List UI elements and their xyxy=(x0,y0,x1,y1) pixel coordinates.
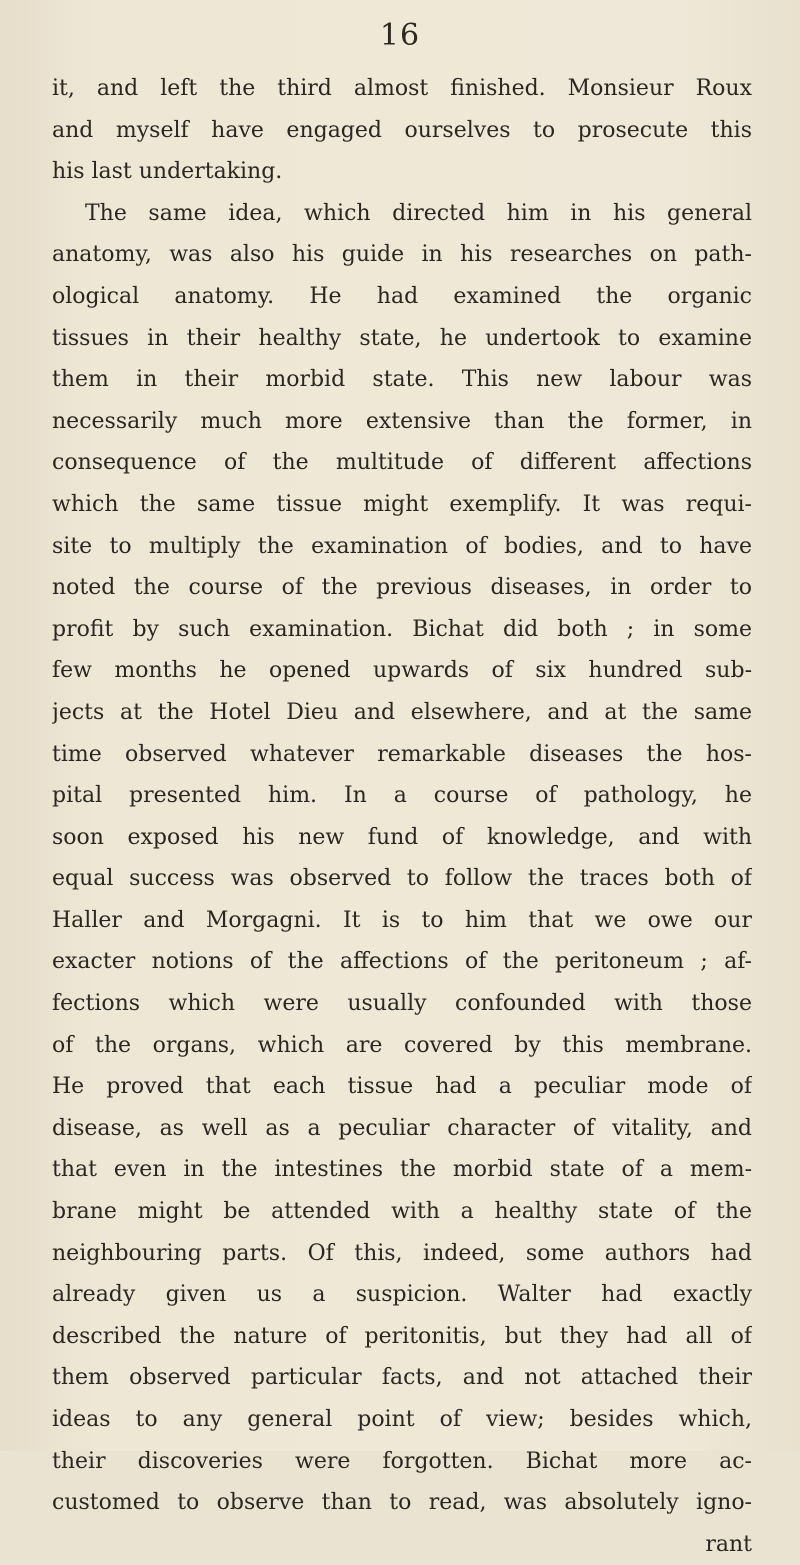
text-line: few months he opened upwards of six hundred sub- xyxy=(52,658,752,684)
text-line: necessarily much more extensive than the former, in xyxy=(52,408,752,434)
text-line: ideas to any general point of view; besides which, xyxy=(52,1407,752,1432)
text-line: tissues in their healthy state, he undertook to examine xyxy=(52,325,752,351)
text-line: ological anatomy. He had examined the organic xyxy=(52,283,752,309)
text-line: profit by such examination. Bichat did both ; in some xyxy=(52,616,752,642)
text-line: time observed whatever remarkable diseases the hos- xyxy=(52,741,752,767)
text-line: He proved that each tissue had a peculiar mode of xyxy=(52,1074,752,1100)
text-line: it, and left the third almost finished. Monsieur Roux xyxy=(52,76,752,101)
text-line: anatomy, was also his guide in his researches on path- xyxy=(52,242,752,268)
text-line: jects at the Hotel Dieu and elsewhere, and at the same xyxy=(52,699,752,725)
text-line: consequence of the multitude of different affections xyxy=(52,450,752,476)
text-line: site to multiply the examination of bodies, and to have xyxy=(52,533,752,559)
text-line: them in their morbid state. This new labour was xyxy=(52,367,752,393)
text-line: and myself have engaged ourselves to prosecute this xyxy=(52,117,752,143)
text-line: already given us a suspicion. Walter had exactly xyxy=(52,1282,752,1308)
text-line: equal success was observed to follow the traces both of xyxy=(52,866,752,892)
text-line: fections which were usually confounded with those xyxy=(52,991,752,1017)
text-line: his last undertaking. xyxy=(52,159,283,185)
text-line: customed to observe than to read, was absolutely igno- xyxy=(52,1490,752,1516)
text-line: that even in the intestines the morbid state of a mem- xyxy=(52,1157,752,1183)
text-line: their discoveries were forgotten. Bichat more ac- xyxy=(52,1448,752,1474)
catchword: rant xyxy=(705,1531,752,1557)
text-line: soon exposed his new fund of knowledge, and with xyxy=(52,824,752,850)
text-line: The same idea, which directed him in his general xyxy=(85,200,752,226)
text-line: Haller and Morgagni. It is to him that we owe our xyxy=(52,907,752,933)
text-line: exacter notions of the affections of the peritoneum ; af- xyxy=(52,949,752,975)
page-number: 16 xyxy=(379,18,421,53)
text-line: described the nature of peritonitis, but they had all of xyxy=(52,1323,752,1349)
text-line: which the same tissue might exemplify. It was requi- xyxy=(52,491,752,517)
text-line: brane might be attended with a healthy state of the xyxy=(52,1199,752,1225)
text-line: of the organs, which are covered by this membrane. xyxy=(52,1032,752,1058)
text-line: them observed particular facts, and not attached their xyxy=(52,1365,752,1391)
body-text xyxy=(52,68,752,1565)
text-line: neighbouring parts. Of this, indeed, some authors had xyxy=(52,1240,752,1266)
text-line: disease, as well as a peculiar character of vitality, and xyxy=(52,1115,752,1141)
text-line: pital presented him. In a course of pathology, he xyxy=(52,783,752,809)
text-line: noted the course of the previous diseases, in order to xyxy=(52,575,752,601)
